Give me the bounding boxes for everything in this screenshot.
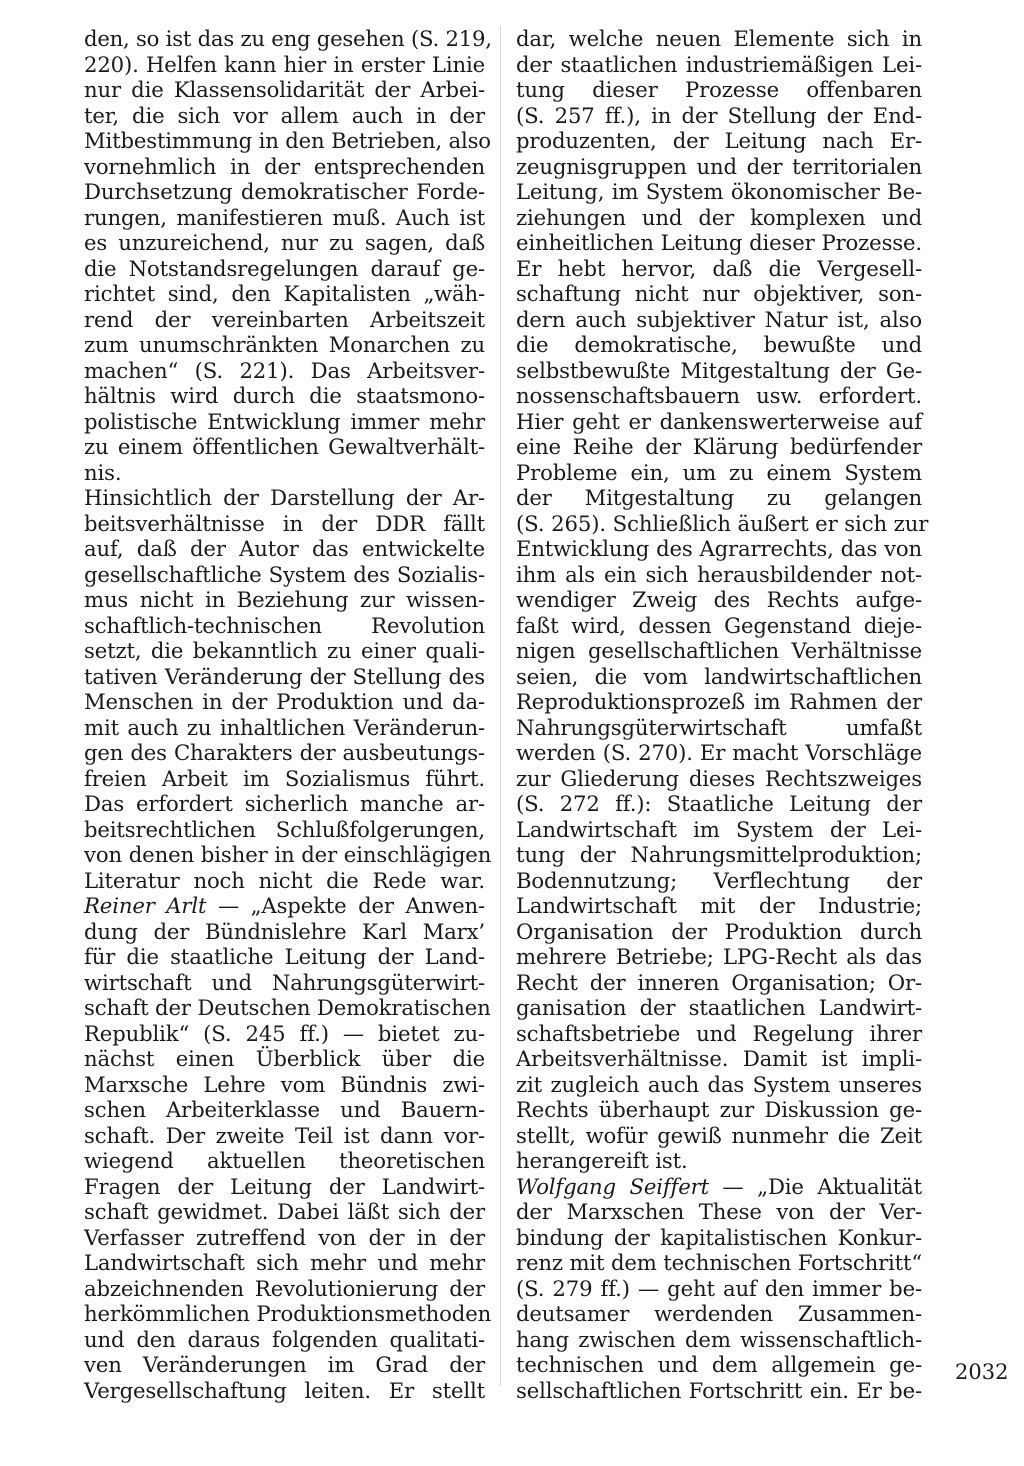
text-line: der staatlichen industriemäßigen Lei- xyxy=(516,51,922,77)
text-line: renz mit dem technischen Fortschritt“ xyxy=(516,1250,923,1275)
right-text-column xyxy=(516,26,929,1403)
text-line: Nahrungsgüterwirtschaft umfaßt xyxy=(516,714,922,740)
text-line: die demokratische, bewußte und xyxy=(516,332,922,357)
text-line: beitsrechtlichen Schlußfolgerungen, xyxy=(84,816,485,842)
line-text: — „Die Aktualität xyxy=(708,1173,922,1199)
text-line: Hinsichtlich der Darstellung der Ar- xyxy=(84,485,485,510)
text-line xyxy=(84,893,485,919)
text-line: Recht der inneren Organisation; Or- xyxy=(516,969,922,995)
author-name: Wolfgang Seiffert xyxy=(516,1173,709,1199)
text-line: (S. 257 ff.), in der Stellung der End- xyxy=(516,102,922,128)
text-line: nis. xyxy=(84,459,122,485)
text-line: nächst einen Überblick über die xyxy=(84,1046,485,1071)
line-text: — „Aspekte der Anwen- xyxy=(206,893,485,918)
text-line: setzt, die bekanntlich zu einer quali- xyxy=(84,638,485,663)
text-line: tativen Veränderung der Stellung des xyxy=(84,663,485,689)
text-line: und den daraus folgenden qualitati- xyxy=(84,1326,485,1352)
text-line: Fragen der Leitung der Landwirt- xyxy=(84,1173,485,1199)
text-line: Rechts überhaupt zur Diskussion ge- xyxy=(516,1097,922,1122)
text-line: Mitbestimmung in den Betrieben, also xyxy=(84,128,491,153)
text-line: es unzureichend, nur zu sagen, daß xyxy=(84,230,485,255)
text-line: der Mitgestaltung zu gelangen xyxy=(516,485,922,510)
text-line: ven Veränderungen im Grad der xyxy=(84,1352,485,1377)
text-line: Landwirtschaft mit der Industrie; xyxy=(516,893,922,918)
text-line: (S. 272 ff.): Staatliche Leitung der xyxy=(516,791,922,816)
text-line: zur Gliederung dieses Rechtszweiges xyxy=(516,765,922,791)
text-line: Organisation der Produktion durch xyxy=(516,918,922,944)
text-line: die Notstandsregelungen darauf ge- xyxy=(84,255,485,281)
text-line: schaftsbetriebe und Regelung ihrer xyxy=(516,1020,922,1046)
text-line: Menschen in der Produktion und da- xyxy=(84,689,485,714)
text-line: mus nicht in Beziehung zur wissen- xyxy=(84,587,485,612)
text-line: Landwirtschaft sich mehr und mehr xyxy=(84,1250,485,1275)
text-line: nigen gesellschaftlichen Verhältnisse xyxy=(516,638,922,663)
text-line: den, so ist das zu eng gesehen (S. 219, xyxy=(84,26,492,51)
text-line: wendiger Zweig des Rechts aufge- xyxy=(516,587,922,612)
text-line: beitsverhältnisse in der DDR fällt xyxy=(84,510,485,536)
text-line: Probleme ein, um zu einem System xyxy=(516,459,922,485)
text-line: zeugnisgruppen und der territorialen xyxy=(516,153,922,179)
text-line: nossenschaftsbauern usw. erfordert. xyxy=(516,383,922,408)
column-divider xyxy=(500,26,501,1386)
text-line: zum unumschränkten Monarchen zu xyxy=(84,332,485,357)
text-line: schaft. Der zweite Teil ist dann vor- xyxy=(84,1122,485,1148)
text-line: herkömmlichen Produktionsmethoden xyxy=(84,1301,492,1326)
text-line: sellschaftlichen Fortschritt ein. Er be- xyxy=(516,1377,922,1403)
text-line: Literatur noch nicht die Rede war. xyxy=(84,867,485,893)
text-line: stellt, wofür gewiß nunmehr die Zeit xyxy=(516,1122,922,1148)
left-text-column xyxy=(84,26,492,1403)
page-number: 2032 xyxy=(955,1360,1009,1384)
text-line: polistische Entwicklung immer mehr xyxy=(84,408,485,434)
text-line: schaftung nicht nur objektiver, son- xyxy=(516,281,922,306)
text-line: vornehmlich in der entsprechenden xyxy=(84,153,485,179)
text-line: zit zugleich auch das System unseres xyxy=(516,1071,922,1097)
text-line: rend der vereinbarten Arbeitszeit xyxy=(84,306,485,332)
text-line: Er hebt hervor, daß die Vergesell- xyxy=(516,255,922,281)
text-line: Hier geht er dankenswerterweise auf xyxy=(516,408,922,434)
text-line: seien, die vom landwirtschaftlichen xyxy=(516,663,922,689)
text-line: Durchsetzung demokratischer Forde- xyxy=(84,179,485,204)
text-line: selbstbewußte Mitgestaltung der Ge- xyxy=(516,357,922,383)
text-line: faßt wird, dessen Gegenstand dieje- xyxy=(516,612,922,638)
text-line: abzeichnenden Revolutionierung der xyxy=(84,1275,485,1301)
text-line: Marxsche Lehre vom Bündnis zwi- xyxy=(84,1071,485,1097)
text-line xyxy=(516,1174,922,1200)
text-line: wiegend aktuellen theoretischen xyxy=(84,1148,485,1173)
text-line: mehrere Betriebe; LPG-Recht als das xyxy=(516,944,922,969)
text-line: nur die Klassensolidarität der Arbei- xyxy=(84,77,485,102)
text-line: tung der Nahrungsmittelproduktion; xyxy=(516,842,922,867)
text-line: Republik“ (S. 245 ff.) — bietet zu- xyxy=(84,1020,485,1046)
text-line: produzenten, der Leitung nach Er- xyxy=(516,128,922,153)
text-line: wirtschaft und Nahrungsgüterwirt- xyxy=(84,969,485,995)
text-line: Arbeitsverhältnisse. Damit ist impli- xyxy=(516,1046,922,1071)
text-line: auf, daß der Autor das entwickelte xyxy=(84,536,485,561)
text-line: dar, welche neuen Elemente sich in xyxy=(516,26,922,51)
text-line: machen“ (S. 221). Das Arbeitsver- xyxy=(84,357,485,383)
text-line: schen Arbeiterklasse und Bauern- xyxy=(84,1097,485,1122)
text-line: (S. 265). Schließlich äußert er sich zur xyxy=(516,510,929,536)
text-line: dung der Bündnislehre Karl Marx’ xyxy=(84,918,485,944)
text-line: ganisation der staatlichen Landwirt- xyxy=(516,995,922,1020)
text-line: deutsamer werdenden Zusammen- xyxy=(516,1301,922,1326)
text-line: ter, die sich vor allem auch in der xyxy=(84,102,485,128)
text-line: Verfasser zutreffend von der in der xyxy=(84,1224,485,1250)
text-line: richtet sind, den Kapitalisten „wäh- xyxy=(84,281,485,306)
text-line: Leitung, im System ökonomischer Be- xyxy=(516,179,922,204)
text-line: zu einem öffentlichen Gewaltverhält- xyxy=(84,434,485,459)
text-line: eine Reihe der Klärung bedürfender xyxy=(516,434,922,459)
text-line: gen des Charakters der ausbeutungs- xyxy=(84,740,485,765)
text-line: 220). Helfen kann hier in erster Linie xyxy=(84,51,485,77)
text-line: schaftlich-technischen Revolution xyxy=(84,612,485,638)
text-line: der Marxschen These von der Ver- xyxy=(516,1199,922,1224)
text-line: hältnis wird durch die staatsmono- xyxy=(84,383,485,408)
text-line: hang zwischen dem wissenschaftlich- xyxy=(516,1326,922,1352)
text-line: rungen, manifestieren muß. Auch ist xyxy=(84,204,485,230)
author-name: Reiner Arlt xyxy=(84,893,207,918)
text-line: gesellschaftliche System des Sozialis- xyxy=(84,561,485,587)
text-line: schaft gewidmet. Dabei läßt sich der xyxy=(84,1199,485,1224)
text-line: ihm als ein sich herausbildender not- xyxy=(516,561,922,587)
text-line: werden (S. 270). Er macht Vorschläge xyxy=(516,740,922,765)
text-line: (S. 279 ff.) — geht auf den immer be- xyxy=(516,1275,922,1301)
text-line: ziehungen und der komplexen und xyxy=(516,204,922,230)
text-line: Das erfordert sicherlich manche ar- xyxy=(84,791,485,816)
text-line: schaft der Deutschen Demokratischen xyxy=(84,995,491,1020)
text-line: Bodennutzung; Verflechtung der xyxy=(516,867,922,893)
text-line: einheitlichen Leitung dieser Prozesse. xyxy=(516,230,922,255)
text-line: tung dieser Prozesse offenbaren xyxy=(516,77,922,102)
text-line: herangereift ist. xyxy=(516,1148,688,1173)
text-line: für die staatliche Leitung der Land- xyxy=(84,944,485,969)
text-line: Vergesellschaftung leiten. Er stellt xyxy=(84,1377,485,1403)
text-line: Reproduktionsprozeß im Rahmen der xyxy=(516,689,922,714)
text-line: freien Arbeit im Sozialismus führt. xyxy=(84,765,485,791)
text-line: mit auch zu inhaltlichen Veränderun- xyxy=(84,714,485,740)
text-line: Entwicklung des Agrarrechts, das von xyxy=(516,536,922,561)
text-line: technischen und dem allgemein ge- xyxy=(516,1352,922,1377)
text-line: dern auch subjektiver Natur ist, also xyxy=(516,306,922,332)
text-line: Landwirtschaft im System der Lei- xyxy=(516,816,922,842)
text-line: von denen bisher in der einschlägigen xyxy=(84,842,492,867)
text-line: bindung der kapitalistischen Konkur- xyxy=(516,1224,922,1250)
